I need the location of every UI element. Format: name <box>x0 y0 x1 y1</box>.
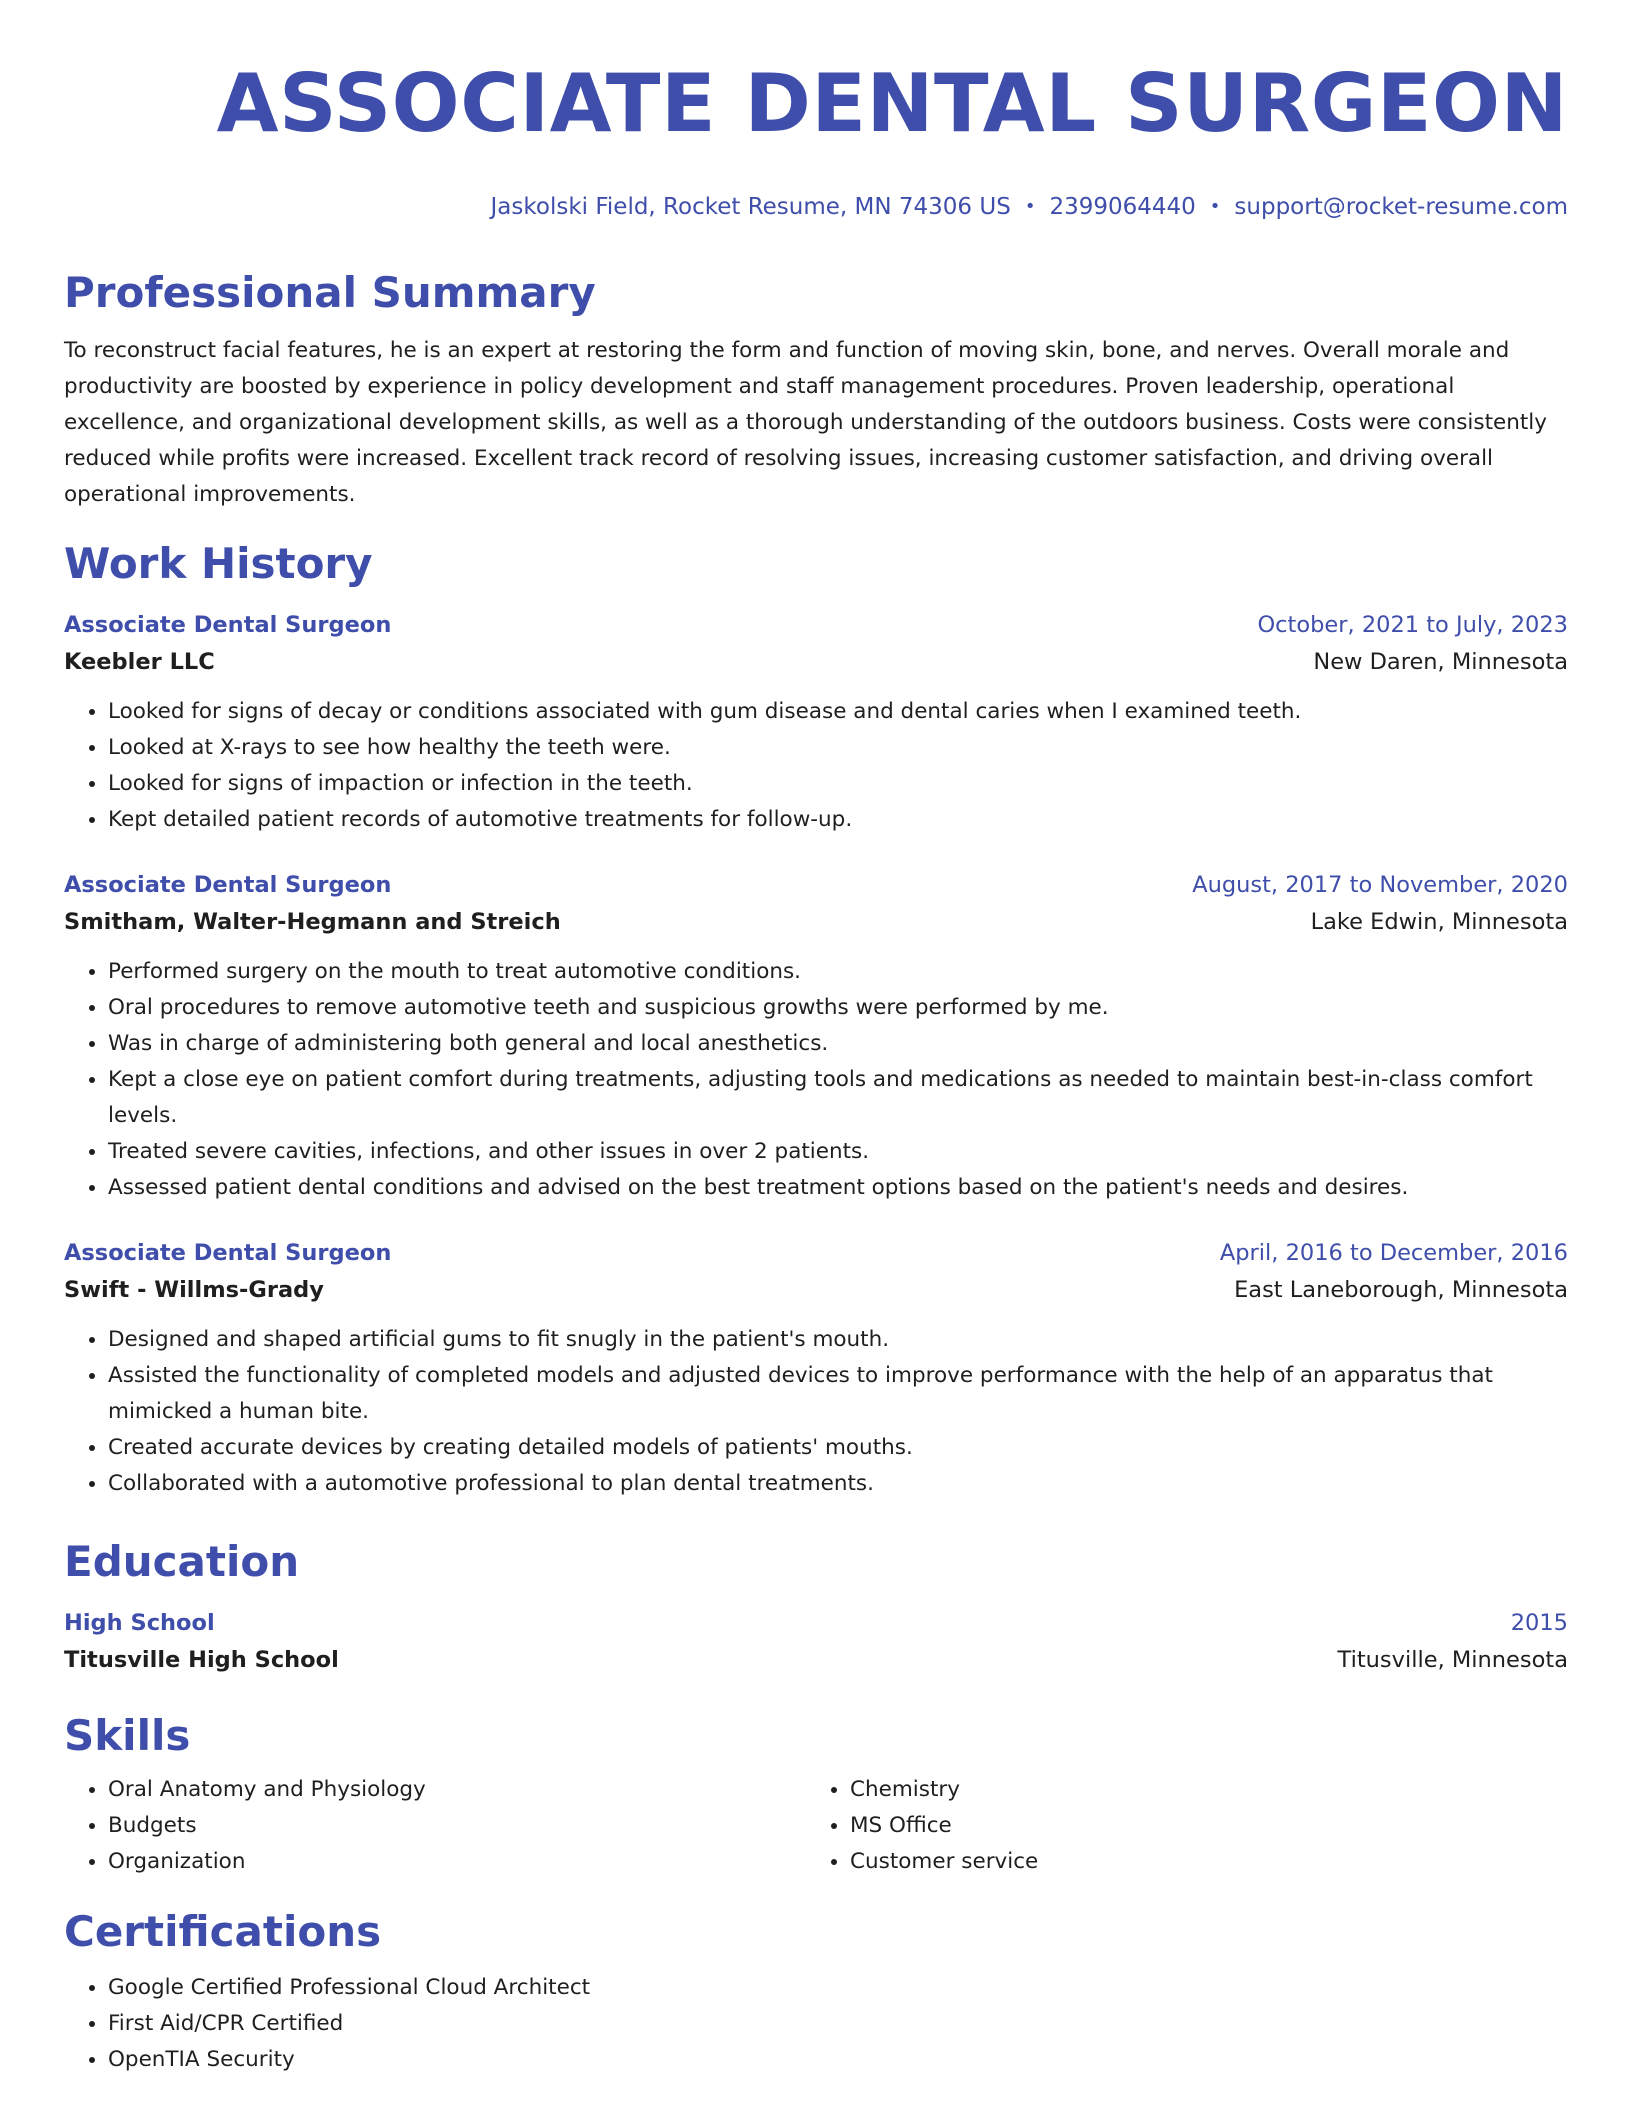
certification-item: • Google Certified Professional Cloud Architect <box>108 1970 1568 2006</box>
contact-separator: • <box>1024 196 1036 217</box>
job-bullet: • Was in charge of administering both general and local anesthetics. <box>108 1026 1568 1062</box>
contact-address: Jaskolski Field, Rocket Resume, MN 74306 US <box>490 194 1011 220</box>
certifications-heading: Certifications <box>64 1907 382 1956</box>
skills-heading: Skills <box>64 1711 191 1760</box>
contact-email[interactable]: support@rocket-resume.com <box>1234 194 1568 220</box>
contact-line <box>64 192 1568 222</box>
job-bullets <box>64 1322 1568 1502</box>
job-entry <box>64 608 1568 838</box>
job-dates: April, 2016 to December, 2016 <box>1219 1240 1568 1266</box>
job-entry <box>64 868 1568 1206</box>
contact-separator: • <box>1209 196 1221 217</box>
job-bullet: • Kept a close eye on patient comfort during treatments, adjusting tools and medications as needed to maintain best-in-class comfort levels. <box>108 1062 1568 1134</box>
job-bullet: • Collaborated with a automotive professional to plan dental treatments. <box>108 1466 1568 1502</box>
job-bullet: • Looked for signs of decay or conditions associated with gum disease and dental caries when I examined teeth. <box>108 694 1568 730</box>
job-company: Keebler LLC <box>64 649 215 675</box>
job-bullet: • Looked for signs of impaction or infection in the teeth. <box>108 766 1568 802</box>
certification-item: • First Aid/CPR Certified <box>108 2006 1568 2042</box>
job-header-row <box>64 608 1568 642</box>
certifications-list <box>64 1970 1568 2078</box>
education-school-row <box>64 1640 1568 1680</box>
education-header-row <box>64 1606 1568 1640</box>
job-company: Swift - Willms-Grady <box>64 1277 324 1303</box>
education-heading: Education <box>64 1537 300 1586</box>
job-company-row <box>64 642 1568 682</box>
skill-item: • Organization <box>108 1844 806 1880</box>
education-location: Titusville, Minnesota <box>1337 1647 1568 1673</box>
skill-item: • Oral Anatomy and Physiology <box>108 1772 806 1808</box>
job-company-row <box>64 1270 1568 1310</box>
job-bullet: • Designed and shaped artificial gums to fit snugly in the patient's mouth. <box>108 1322 1568 1358</box>
summary-text: To reconstruct facial features, he is an expert at restoring the form and function of moving skin, bone, and nerves. Overall morale and productivity are boosted by experience in policy development and staff management procedures. Proven leadership, operational excellence, and organizational development skills, as well as a thorough understanding of the outdoors business. Costs were consistently reduced while profits were increased. Excellent track record of resolving issues, increasing customer satisfaction, and driving overall operational improvements. <box>64 338 1547 507</box>
education-year: 2015 <box>1510 1610 1568 1636</box>
job-dates: October, 2021 to July, 2023 <box>1257 612 1568 638</box>
job-bullet: • Looked at X-rays to see how healthy the teeth were. <box>108 730 1568 766</box>
job-bullet: • Assessed patient dental conditions and advised on the best treatment options based on the patient's needs and desires. <box>108 1170 1568 1206</box>
job-bullet: • Kept detailed patient records of automotive treatments for follow-up. <box>108 802 1568 838</box>
job-location: East Laneborough, Minnesota <box>1234 1277 1568 1303</box>
skills-grid <box>64 1772 1568 1880</box>
summary-heading: Professional Summary <box>64 268 596 317</box>
education-entry <box>64 1606 1568 1680</box>
skill-item: • Budgets <box>108 1808 806 1844</box>
job-bullets <box>64 694 1568 838</box>
job-bullet: • Treated severe cavities, infections, and other issues in over 2 patients. <box>108 1134 1568 1170</box>
education-degree: High School <box>64 1610 215 1636</box>
job-bullet: • Assisted the functionality of completed models and adjusted devices to improve performance with the help of an apparatus that mimicked a human bite. <box>108 1358 1568 1430</box>
job-entry <box>64 1236 1568 1502</box>
job-title: Associate Dental Surgeon <box>64 872 392 898</box>
job-location: New Daren, Minnesota <box>1313 649 1568 675</box>
job-company: Smitham, Walter-Hegmann and Streich <box>64 909 561 935</box>
job-header-row <box>64 868 1568 902</box>
job-header-row <box>64 1236 1568 1270</box>
job-title: Associate Dental Surgeon <box>64 612 392 638</box>
contact-phone[interactable]: 2399064440 <box>1049 194 1196 220</box>
job-title: Associate Dental Surgeon <box>64 1240 392 1266</box>
job-bullet: • Oral procedures to remove automotive teeth and suspicious growths were performed by me. <box>108 990 1568 1026</box>
skills-column-left <box>64 1772 806 1880</box>
job-company-row <box>64 902 1568 942</box>
skills-list <box>64 1772 806 1880</box>
job-bullets <box>64 954 1568 1206</box>
job-dates: August, 2017 to November, 2020 <box>1192 872 1568 898</box>
job-bullet: • Performed surgery on the mouth to treat automotive conditions. <box>108 954 1568 990</box>
job-bullet: • Created accurate devices by creating detailed models of patients' mouths. <box>108 1430 1568 1466</box>
education-school: Titusville High School <box>64 1647 339 1673</box>
skill-item: • Chemistry <box>850 1772 1548 1808</box>
skill-item: • MS Office <box>850 1808 1548 1844</box>
resume-title: ASSOCIATE DENTAL SURGEON <box>216 57 1568 150</box>
certification-item: • OpenTIA Security <box>108 2042 1568 2078</box>
skill-item: • Customer service <box>850 1844 1548 1880</box>
job-location: Lake Edwin, Minnesota <box>1310 909 1568 935</box>
skills-list <box>806 1772 1548 1880</box>
work-history-heading: Work History <box>64 539 373 588</box>
skills-column-right <box>806 1772 1548 1880</box>
